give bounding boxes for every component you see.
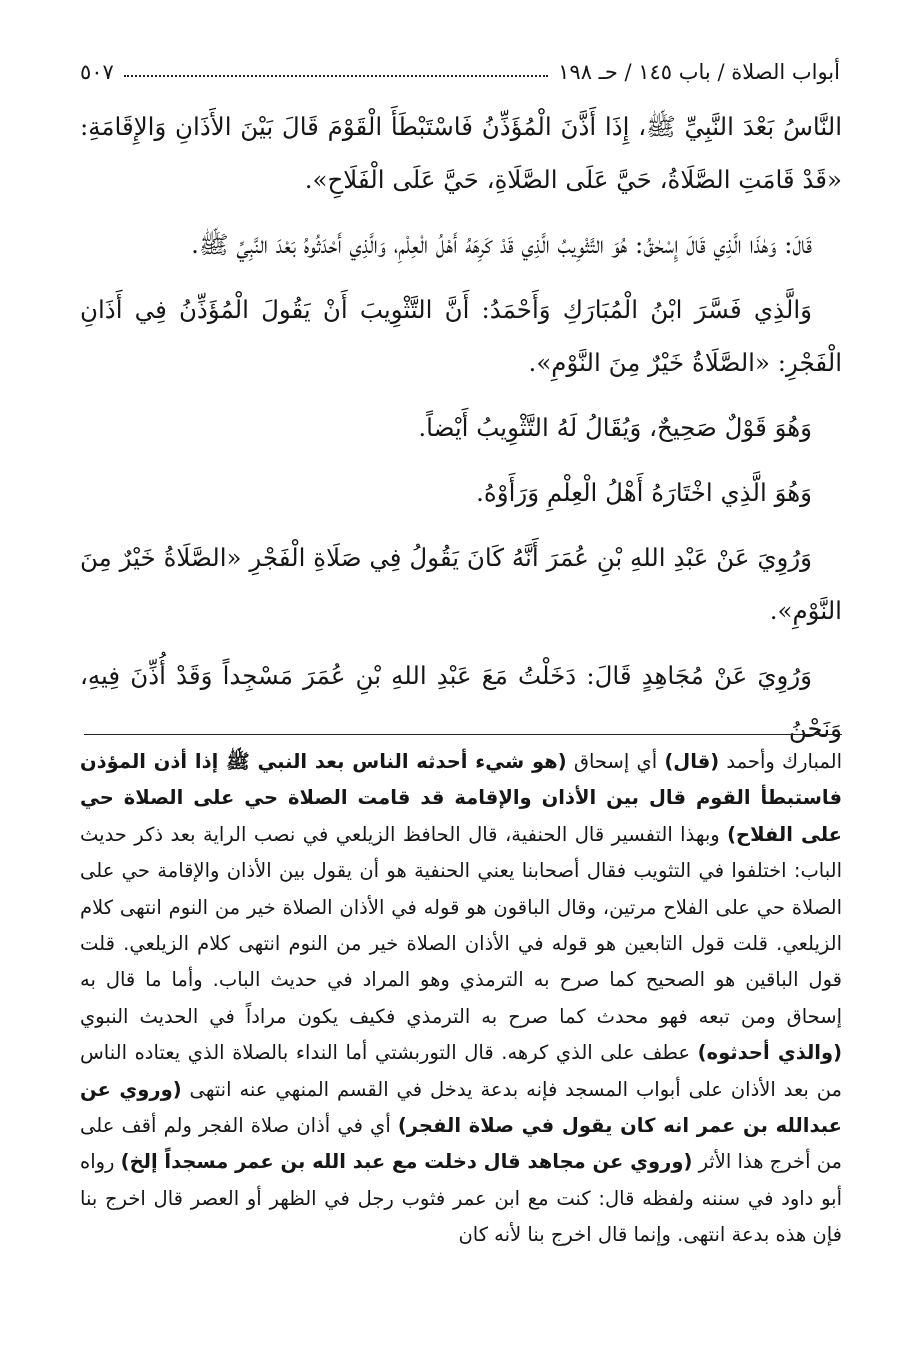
main-paragraph: وَالَّذِي فَسَّرَ ابْنُ الْمُبَارَكِ وَأَحْمَدُ: أَنَّ التَّثْوِيبَ أَنْ يَقُولَ الْمُؤَذِّنُ فِي أَذَانِ الْفَجْرِ: «الصَّلَاةُ خَيْرٌ مِنَ النَّوْمِ». [80, 295, 842, 377]
main-paragraph: وَهُوَ الَّذِي اخْتَارَهُ أَهْلُ الْعِلْمِ وَرَأَوْهُ. [476, 478, 812, 507]
commentary-text-run: أي في أذان صلاة الفجر ولم أقف على من أخرج هذا الأثر [80, 1114, 842, 1174]
main-text [80, 100, 842, 767]
dotted-leader [124, 75, 548, 77]
commentary-text-run: أي إسحاق [566, 750, 665, 773]
main-paragraph: وَرُوِيَ عَنْ عَبْدِ اللهِ بْنِ عُمَرَ أَنَّهُ كَانَ يَقُولُ فِي صَلَاةِ الْفَجْرِ «الصَّلَاةُ خَيْرٌ مِنَ النَّوْمِ». [80, 543, 842, 625]
footnote-divider [84, 734, 842, 735]
commentary-text [80, 744, 842, 1254]
main-paragraph: وَهُوَ قَوْلٌ صَحِيحٌ، وَيُقَالُ لَهُ التَّثْوِيبُ أَيْضاً. [418, 413, 812, 442]
commentary-bold-run: (وروي عن عبدالله بن عمر انه كان يقول في صلاة الفجر) [80, 1077, 842, 1138]
commentary-text-run: المبارك وأحمد [719, 750, 842, 773]
commentary-bold-run: (هو شيء أحدثه الناس بعد النبي ﷺ إذا أذن المؤذن فاستبطأ القوم قال بين الأذان والإقامة قد قامت الصلاة حي على الصلاة حي على الفلاح) [80, 750, 842, 846]
commentary-text-run: وبهذا التفسير قال الحنفية، قال الحافظ الزيلعي في نصب الراية بعد ذكر حديث الباب: اختلفوا في التثويب فقال أصحابنا يعني الحنفية هو أن يقول بين الأذان والإقامة حي على الصلاة حي على الفلاح مرتين، وقال الباقون هو قوله في الأذان الصلاة خير من النوم انتهى كلام الزيلعي. قلت قول التابعين هو قوله في الأذان الصلاة خير من النوم انتهى كلام الزيلعي. قلت قول الباقين هو الصحيح كما صرح به الترمذي وهو المراد في حديث الباب. وأما ما قال به إسحاق ومن تبعه فهو محدث كما صرح به الترمذي فكيف يكون مراداً في الحديث النبوي [80, 822, 842, 1028]
commentary-bold-run: (قال) [664, 750, 720, 773]
commentary-text-run: عطف على الذي كرهه. قال التوربشتي أما النداء بالصلاة الذي يعتاده الناس من بعد الأذان على أبواب المسجد فإنه بدعة يدخل في القسم المنهي عنه انتهى [80, 1041, 842, 1101]
commentary-bold-run: (والذي أحدثوه) [697, 1041, 842, 1065]
running-title: أبواب الصلاة / باب ١٤٥ / حـ ١٩٨ [558, 60, 840, 84]
main-paragraph: النَّاسُ بَعْدَ النَّبِيِّ ﷺ، إِذَا أَذَّنَ الْمُؤَذِّنُ فَاسْتَبْطَأَ الْقَوْمَ قَالَ بَيْنَ الأَذَانِ وَالإِقَامَةِ: «قَدْ قَامَتِ الصَّلَاةُ، حَيَّ عَلَى الصَّلَاةِ، حَيَّ عَلَى الْفَلَاحِ». [80, 112, 842, 194]
commentary-text-run: رواه أبو داود في سننه ولفظه قال: كنت مع ابن عمر فثوب رجل في الظهر أو العصر قال اخرج بنا فإن هذه بدعة انتهى. وإنما قال اخرج بنا لأنه كان [80, 1150, 842, 1247]
main-paragraph: قَالَ: وَهٰذَا الَّذِي قَالَ إِسْحٰقُ: هُوَ التَّثْوِيبُ الَّذِي قَدْ كَرِهَهُ أَهْلُ الْعِلْمِ، وَالَّذِي أَحْدَثُوهُ بَعْدَ النَّبِيِّ ﷺ. [191, 230, 812, 259]
page-number: ٥٠٧ [80, 60, 114, 84]
page-header [80, 52, 840, 92]
main-paragraph: وَرُوِيَ عَنْ مُجَاهِدٍ قَالَ: دَخَلْتُ مَعَ عَبْدِ اللهِ بْنِ عُمَرَ مَسْجِداً وَقَدْ أُذِّنَ فِيهِ، وَنَحْنُ [80, 661, 842, 743]
commentary-bold-run: (وروي عن مجاهد قال دخلت مع عبد الله بن عمر مسجداً إلخ) [120, 1150, 693, 1174]
